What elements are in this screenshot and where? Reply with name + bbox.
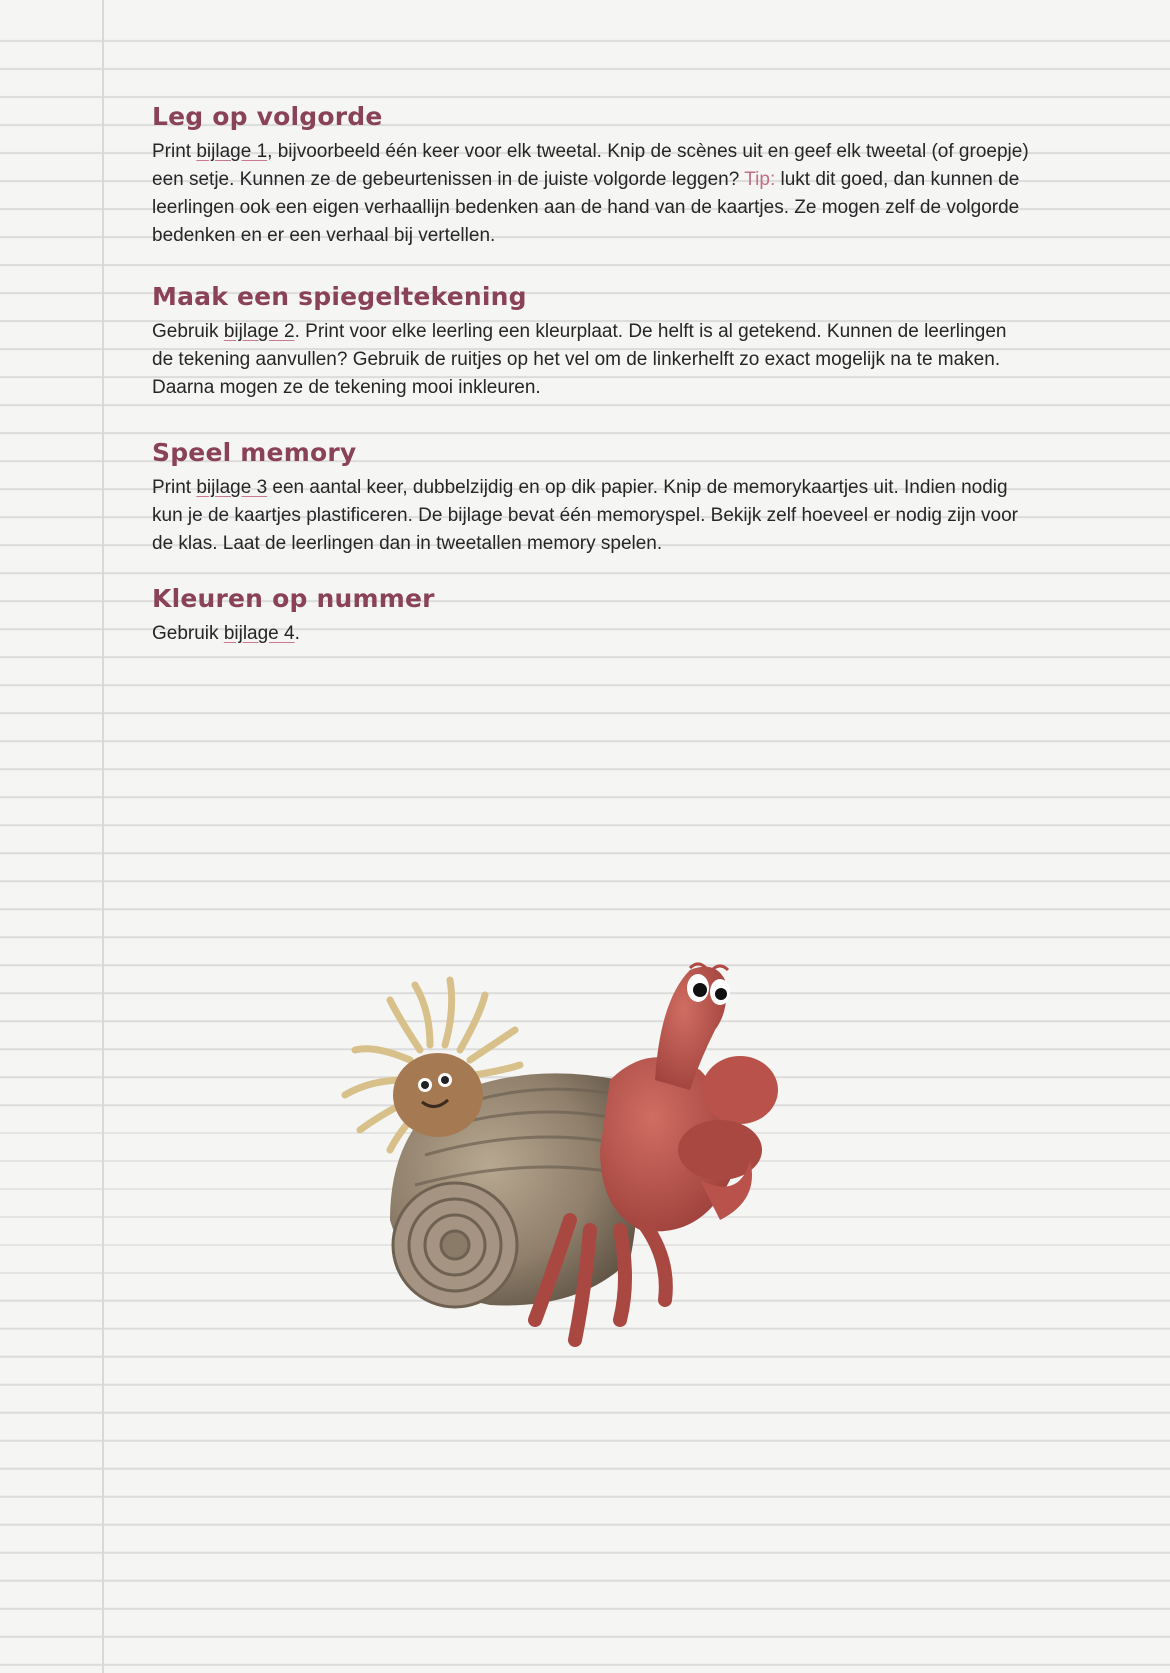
bijlage-2-link[interactable]: bijlage 2 xyxy=(223,321,295,342)
content xyxy=(152,96,1032,648)
section-kleuren-op-nummer xyxy=(152,578,1032,648)
section-text: Print bijlage 1, bijvoorbeeld één keer voor elk tweetal. Knip de scènes uit en geef elk tweetal (of groepje) een setje. Kunnen ze de gebeurtenissen in de juiste volgorde leggen? Tip: lukt dit goed, dan kunnen de leerlingen ook een eigen verhaallijn bedenken aan de hand van de kaartjes. Ze mogen zelf de volgorde bedenken en er een verhaal bij vertellen. xyxy=(152,141,1029,246)
section-title: Speel memory xyxy=(152,438,357,467)
bijlage-1-link[interactable]: bijlage 1 xyxy=(196,141,268,162)
bijlage-4-link[interactable]: bijlage 4 xyxy=(223,623,295,644)
section-leg-op-volgorde xyxy=(152,96,1032,250)
section-title: Kleuren op nummer xyxy=(152,584,435,613)
section-text: Gebruik bijlage 4. xyxy=(152,623,300,644)
tip-label: Tip: xyxy=(744,169,776,190)
section-spiegeltekening xyxy=(152,276,1032,402)
section-text: Print bijlage 3 een aantal keer, dubbelzijdig en op dik papier. Knip de memorykaartjes uit. Indien nodig kun je de kaartjes plastificeren. De bijlage bevat één memoryspel. Bekijk zelf hoeveel er nodig zijn voor de klas. Laat de leerlingen dan in tweetallen memory spelen. xyxy=(152,477,1019,554)
section-title: Leg op volgorde xyxy=(152,102,383,131)
section-title: Maak een spiegeltekening xyxy=(152,282,527,311)
hermit-crab-illustration xyxy=(320,960,840,1380)
bijlage-3-link[interactable]: bijlage 3 xyxy=(196,477,268,498)
section-text: Gebruik bijlage 2. Print voor elke leerling een kleurplaat. De helft is al getekend. Kunnen de leerlingen de tekening aanvullen? Gebruik de ruitjes op het vel om de linkerhelft zo exact mogelijk na te maken. Daarna mogen ze de tekening mooi inkleuren. xyxy=(152,321,1007,398)
margin-line xyxy=(102,0,104,1673)
section-speel-memory xyxy=(152,432,1032,558)
